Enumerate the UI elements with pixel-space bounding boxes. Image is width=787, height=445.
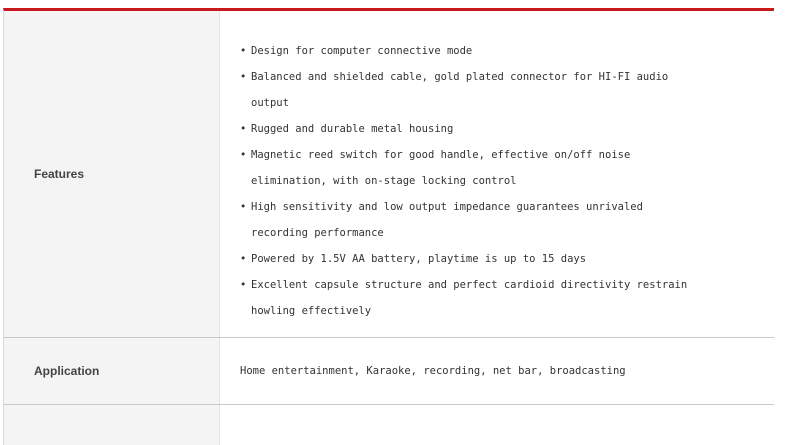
bullet-icon: • (240, 279, 247, 291)
features-row (4, 11, 774, 338)
application-text: Home entertainment, Karaoke, recording, net bar, broadcasting (240, 365, 626, 377)
bullet-icon: • (240, 253, 247, 265)
feature-text: High sensitivity and low output impedance guarantees unrivaled recording performance (251, 201, 643, 239)
next-row-label (4, 405, 220, 445)
feature-text: Magnetic reed switch for good handle, effective on/off noise elimination, with on-stage locking control (251, 149, 631, 187)
next-row-value (220, 405, 774, 445)
feature-item (240, 142, 701, 194)
feature-text: Rugged and durable metal housing (251, 123, 454, 135)
feature-text: Balanced and shielded cable, gold plated connector for HI-FI audio output (251, 71, 669, 109)
features-list (240, 38, 774, 324)
feature-text: Excellent capsule structure and perfect cardioid directivity restrain howling effectively (251, 279, 688, 317)
feature-item (240, 246, 701, 272)
feature-item (240, 38, 701, 64)
bullet-icon: • (240, 45, 247, 57)
spec-table (3, 8, 774, 445)
bullet-icon: • (240, 149, 247, 161)
features-label: Features (4, 11, 220, 337)
bullet-icon: • (240, 123, 247, 135)
bullet-icon: • (240, 71, 247, 83)
feature-text: Powered by 1.5V AA battery, playtime is up to 15 days (251, 253, 587, 265)
feature-item (240, 194, 701, 246)
feature-item (240, 116, 701, 142)
application-row (4, 338, 774, 405)
application-value (220, 338, 774, 404)
feature-text: Design for computer connective mode (251, 45, 473, 57)
application-label: Application (4, 338, 220, 404)
feature-item (240, 64, 701, 116)
bullet-icon: • (240, 201, 247, 213)
next-row-partial (4, 405, 774, 445)
features-value (220, 11, 774, 337)
feature-item (240, 272, 701, 324)
